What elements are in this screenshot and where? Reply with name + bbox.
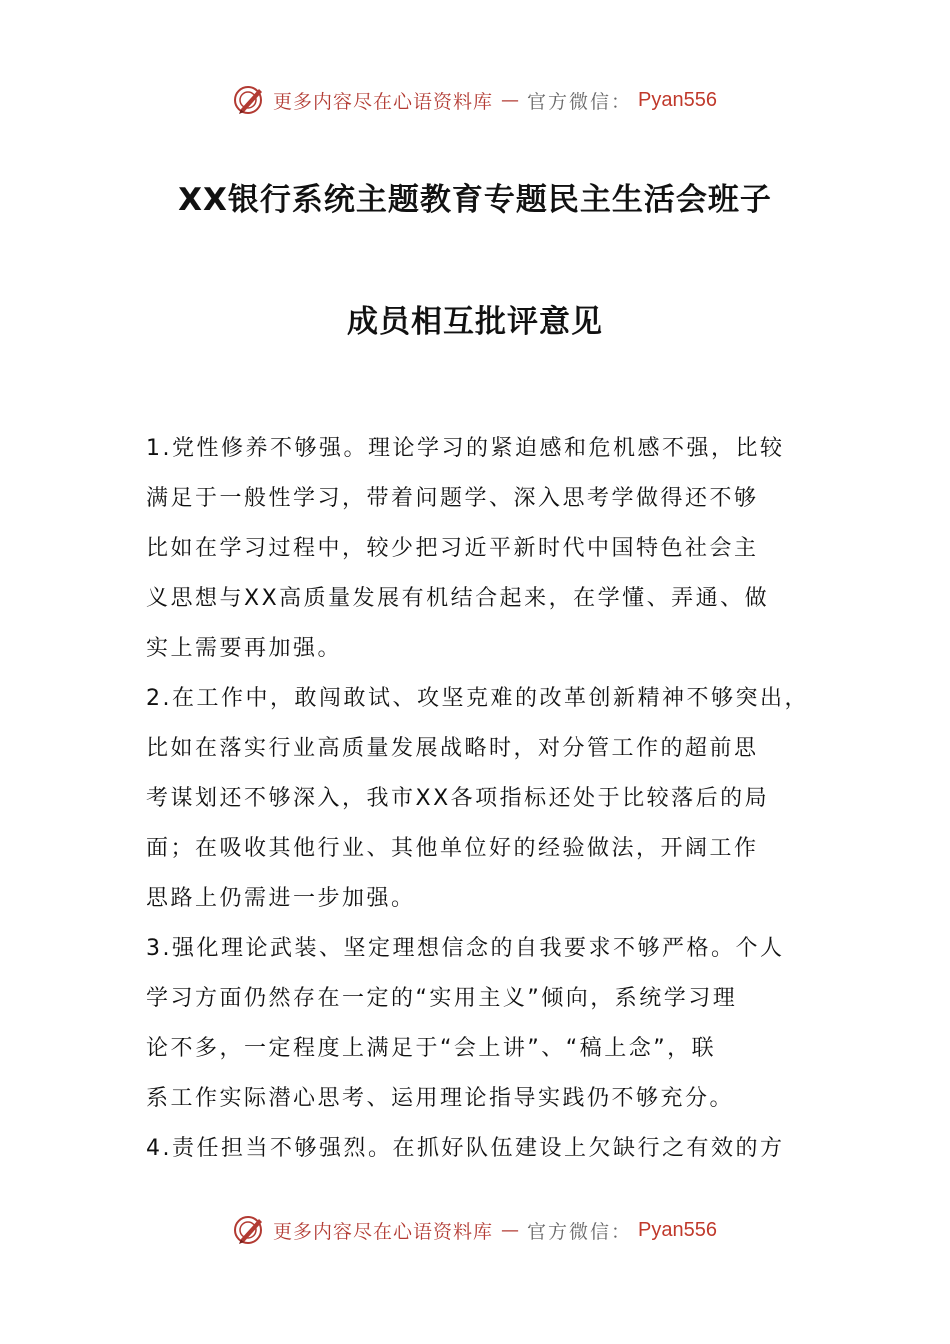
body-line: 系工作实际潜心思考、运用理论指导实践仍不够充分。 <box>146 1086 735 1111</box>
body-line: 满足于一般性学习，带着问题学、深入思考学做得还不够 <box>146 486 759 511</box>
watermark-separator: — <box>501 1219 520 1241</box>
header-watermark <box>0 80 950 120</box>
body-line: 考谋划还不够深入，我市XX各项指标还处于比较落后的局 <box>146 786 770 811</box>
document-body <box>146 424 814 1174</box>
document-title-line-1: XX银行系统主题教育专题民主生活会班子 <box>178 182 772 218</box>
pen-logo-icon <box>233 83 267 117</box>
watermark-wechat-id: Pyan556 <box>638 1218 717 1241</box>
watermark-wechat-label: 官方微信： <box>527 90 633 113</box>
watermark-wechat-label: 官方微信： <box>527 1220 633 1243</box>
body-line: 义思想与XX高质量发展有机结合起来，在学懂、弄通、做 <box>146 586 770 611</box>
body-line: 3.强化理论武装、坚定理想信念的自我要求不够严格。个人 <box>146 936 785 961</box>
watermark-wechat-id: Pyan556 <box>638 88 717 111</box>
document-title-line-2: 成员相互批评意见 <box>347 304 603 340</box>
body-line: 4.责任担当不够强烈。在抓好队伍建设上欠缺行之有效的方 <box>146 1136 785 1161</box>
watermark-separator: — <box>501 89 520 111</box>
body-line: 比如在落实行业高质量发展战略时，对分管工作的超前思 <box>146 736 759 761</box>
watermark-text: 更多内容尽在心语资料库 <box>273 1220 494 1243</box>
body-line: 学习方面仍然存在一定的“实用主义”倾向，系统学习理 <box>146 986 738 1011</box>
body-line: 2.在工作中，敢闯敢试、攻坚克难的改革创新精神不够突出， <box>146 686 809 711</box>
body-line: 面；在吸收其他行业、其他单位好的经验做法，开阔工作 <box>146 836 759 861</box>
body-line: 思路上仍需进一步加强。 <box>146 886 416 911</box>
watermark-text: 更多内容尽在心语资料库 <box>273 90 494 113</box>
footer-watermark <box>0 1210 950 1250</box>
body-line: 比如在学习过程中，较少把习近平新时代中国特色社会主 <box>146 536 759 561</box>
body-line: 论不多，一定程度上满足于“会上讲”、“稿上念”，联 <box>146 1036 717 1061</box>
body-line: 1.党性修养不够强。理论学习的紧迫感和危机感不强，比较 <box>146 436 785 461</box>
pen-logo-icon <box>233 1213 267 1247</box>
body-line: 实上需要再加强。 <box>146 636 343 661</box>
